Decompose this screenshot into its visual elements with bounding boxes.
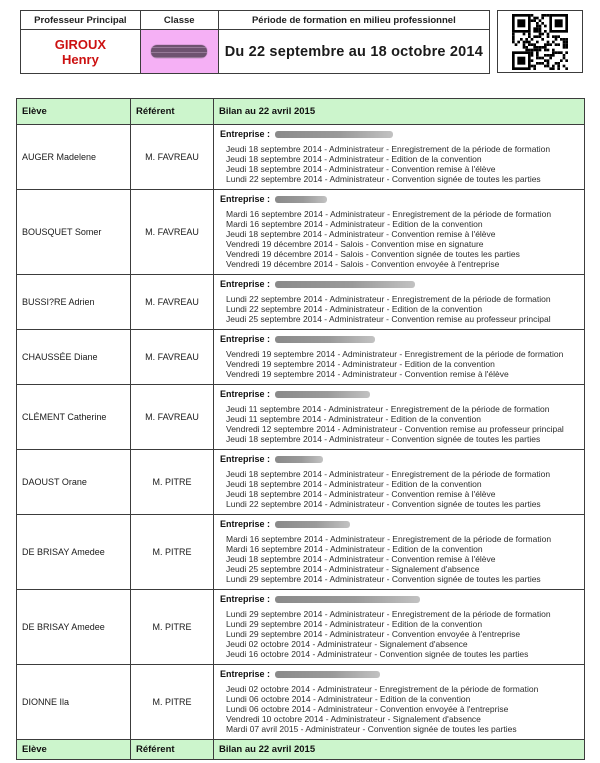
referent-name: M. PITRE [131,515,214,590]
document-header [20,10,583,74]
entreprise-label: Entreprise : [220,279,271,289]
entreprise-line [220,334,578,344]
professeur-principal-label: Professeur Principal [21,11,141,30]
bilan-cell [214,450,585,515]
events-list [220,609,578,659]
event-line: Lundi 29 septembre 2014 - Administrateur - Edition de la convention [226,619,483,629]
referent-name: M. FAVREAU [131,275,214,330]
entreprise-line [220,669,578,679]
event-line: Lundi 06 octobre 2014 - Administrateur - Edition de la convention [226,694,471,704]
events-list [220,294,578,324]
student-row [17,190,585,275]
student-row [17,330,585,385]
entreprise-label: Entreprise : [220,389,271,399]
referent-name: M. FAVREAU [131,330,214,385]
student-name: DE BRISAY Amedee [17,515,131,590]
table-header-row [17,99,585,125]
table-footer-row [17,740,585,760]
event-line: Jeudi 25 septembre 2014 - Administrateur - Convention remise au professeur principal [226,314,551,324]
event-line: Vendredi 19 décembre 2014 - Salois - Convention mise en signature [226,239,484,249]
student-name: CHAUSSÉE Diane [17,330,131,385]
referent-name: M. FAVREAU [131,190,214,275]
referent-name: M. FAVREAU [131,385,214,450]
entreprise-redaction-bar [275,336,375,343]
entreprise-redaction-bar [275,596,420,603]
bilan-cell [214,385,585,450]
event-line: Lundi 22 septembre 2014 - Administrateur - Convention signée de toutes les parties [226,174,541,184]
events-list [220,534,578,584]
event-line: Lundi 29 septembre 2014 - Administrateur - Convention envoyée à l'entreprise [226,629,521,639]
student-row [17,385,585,450]
event-line: Jeudi 18 septembre 2014 - Administrateur - Convention remise à l'élève [226,554,496,564]
entreprise-redaction-bar [275,391,370,398]
bilan-cell [214,330,585,385]
entreprise-line [220,519,578,529]
student-row [17,275,585,330]
referent-name: M. PITRE [131,665,214,740]
event-line: Vendredi 10 octobre 2014 - Administrateur - Signalement d'absence [226,714,481,724]
bilan-cell [214,665,585,740]
event-line: Vendredi 19 septembre 2014 - Administrateur - Convention remise à l'élève [226,369,509,379]
footer-bilan: Bilan au 22 avril 2015 [214,740,585,760]
qr-code-icon [512,14,568,70]
entreprise-line [220,454,578,464]
entreprise-label: Entreprise : [220,594,271,604]
entreprise-line [220,194,578,204]
entreprise-label: Entreprise : [220,194,271,204]
events-list [220,469,578,509]
period-value: Du 22 septembre au 18 octobre 2014 [224,43,483,60]
bilan-cell [214,190,585,275]
student-name: DAOUST Orane [17,450,131,515]
column-header-referent: Référent [131,99,214,125]
column-header-eleve: Elève [17,99,131,125]
event-line: Jeudi 02 octobre 2014 - Administrateur - Enregistrement de la période de formation [226,684,539,694]
period-value-cell [218,30,489,74]
events-list [220,209,578,269]
entreprise-line [220,129,578,139]
event-line: Lundi 29 septembre 2014 - Administrateur - Enregistrement de la période de formation [226,609,551,619]
student-name: BOUSQUET Somer [17,190,131,275]
event-line: Jeudi 18 septembre 2014 - Administrateur - Convention remise à l'élève [226,164,496,174]
footer-eleve: Elève [17,740,131,760]
events-list [220,349,578,379]
classe-label: Classe [140,11,218,30]
entreprise-redaction-bar [275,281,415,288]
events-list [220,684,578,734]
event-line: Jeudi 18 septembre 2014 - Administrateur - Enregistrement de la période de formation [226,469,551,479]
student-name: AUGER Madelene [17,125,131,190]
entreprise-redaction-bar [275,456,323,463]
event-line: Jeudi 18 septembre 2014 - Administrateur - Convention remise à l'élève [226,229,496,239]
event-line: Vendredi 12 septembre 2014 - Administrateur - Convention remise au professeur principal [226,424,564,434]
bilan-table [16,98,585,760]
student-name: DIONNE Ila [17,665,131,740]
event-line: Vendredi 19 septembre 2014 - Administrateur - Enregistrement de la période de formation [226,349,564,359]
event-line: Mardi 07 avril 2015 - Administrateur - Convention signée de toutes les parties [226,724,517,734]
qr-code-box [497,10,583,73]
entreprise-label: Entreprise : [220,669,271,679]
event-line: Jeudi 25 septembre 2014 - Administrateur - Signalement d'absence [226,564,480,574]
event-line: Mardi 16 septembre 2014 - Administrateur - Edition de la convention [226,544,483,554]
student-row [17,450,585,515]
entreprise-redaction-bar [275,671,380,678]
referent-name: M. FAVREAU [131,125,214,190]
teacher-name-line1: GIROUX [54,36,107,52]
classe-redaction-bar [151,45,207,58]
entreprise-label: Entreprise : [220,519,271,529]
events-list [220,404,578,444]
entreprise-redaction-bar [275,196,327,203]
event-line: Jeudi 11 septembre 2014 - Administrateur - Enregistrement de la période de formation [226,404,550,414]
student-name: DE BRISAY Amedee [17,590,131,665]
event-line: Jeudi 18 septembre 2014 - Administrateur - Edition de la convention [226,479,482,489]
student-row [17,665,585,740]
entreprise-line [220,279,578,289]
student-row [17,125,585,190]
bilan-cell [214,275,585,330]
events-list [220,144,578,184]
student-name: CLÉMENT Catherine [17,385,131,450]
student-name: BUSSI?RE Adrien [17,275,131,330]
referent-name: M. PITRE [131,450,214,515]
teacher-name-line2: Henry [61,51,99,67]
entreprise-label: Entreprise : [220,334,271,344]
header-info-table [20,10,490,74]
footer-referent: Référent [131,740,214,760]
entreprise-redaction-bar [275,521,350,528]
event-line: Jeudi 02 octobre 2014 - Administrateur - Signalement d'absence [226,639,468,649]
event-line: Mardi 16 septembre 2014 - Administrateur - Enregistrement de la période de formation [226,534,552,544]
event-line: Lundi 06 octobre 2014 - Administrateur - Convention envoyée à l'entreprise [226,704,509,714]
entreprise-label: Entreprise : [220,454,271,464]
student-row [17,590,585,665]
event-line: Jeudi 18 septembre 2014 - Administrateur - Edition de la convention [226,154,482,164]
referent-name: M. PITRE [131,590,214,665]
event-line: Jeudi 11 septembre 2014 - Administrateur - Edition de la convention [226,414,481,424]
event-line: Lundi 29 septembre 2014 - Administrateur - Convention signée de toutes les parties [226,574,541,584]
event-line: Jeudi 18 septembre 2014 - Administrateur - Convention signée de toutes les parties [226,434,541,444]
bilan-cell [214,515,585,590]
event-line: Jeudi 16 octobre 2014 - Administrateur - Convention signée de toutes les parties [226,649,529,659]
event-line: Mardi 16 septembre 2014 - Administrateur - Edition de la convention [226,219,483,229]
entreprise-redaction-bar [275,131,393,138]
column-header-bilan: Bilan au 22 avril 2015 [214,99,585,125]
teacher-name-cell [21,30,141,74]
periode-label: Période de formation en milieu professionnel [218,11,489,30]
event-line: Vendredi 19 septembre 2014 - Administrateur - Edition de la convention [226,359,495,369]
entreprise-label: Entreprise : [220,129,271,139]
entreprise-line [220,389,578,399]
event-line: Lundi 22 septembre 2014 - Administrateur - Edition de la convention [226,304,483,314]
classe-value-cell [140,30,218,74]
event-line: Vendredi 19 décembre 2014 - Salois - Convention envoyée à l'entreprise [226,259,500,269]
entreprise-line [220,594,578,604]
event-line: Vendredi 19 décembre 2014 - Salois - Convention signée de toutes les parties [226,249,520,259]
event-line: Jeudi 18 septembre 2014 - Administrateur - Enregistrement de la période de formation [226,144,551,154]
event-line: Mardi 16 septembre 2014 - Administrateur - Enregistrement de la période de formation [226,209,552,219]
event-line: Jeudi 18 septembre 2014 - Administrateur - Convention remise à l'élève [226,489,496,499]
bilan-cell [214,590,585,665]
event-line: Lundi 22 septembre 2014 - Administrateur - Convention signée de toutes les parties [226,499,541,509]
student-row [17,515,585,590]
event-line: Lundi 22 septembre 2014 - Administrateur - Enregistrement de la période de formation [226,294,551,304]
bilan-cell [214,125,585,190]
